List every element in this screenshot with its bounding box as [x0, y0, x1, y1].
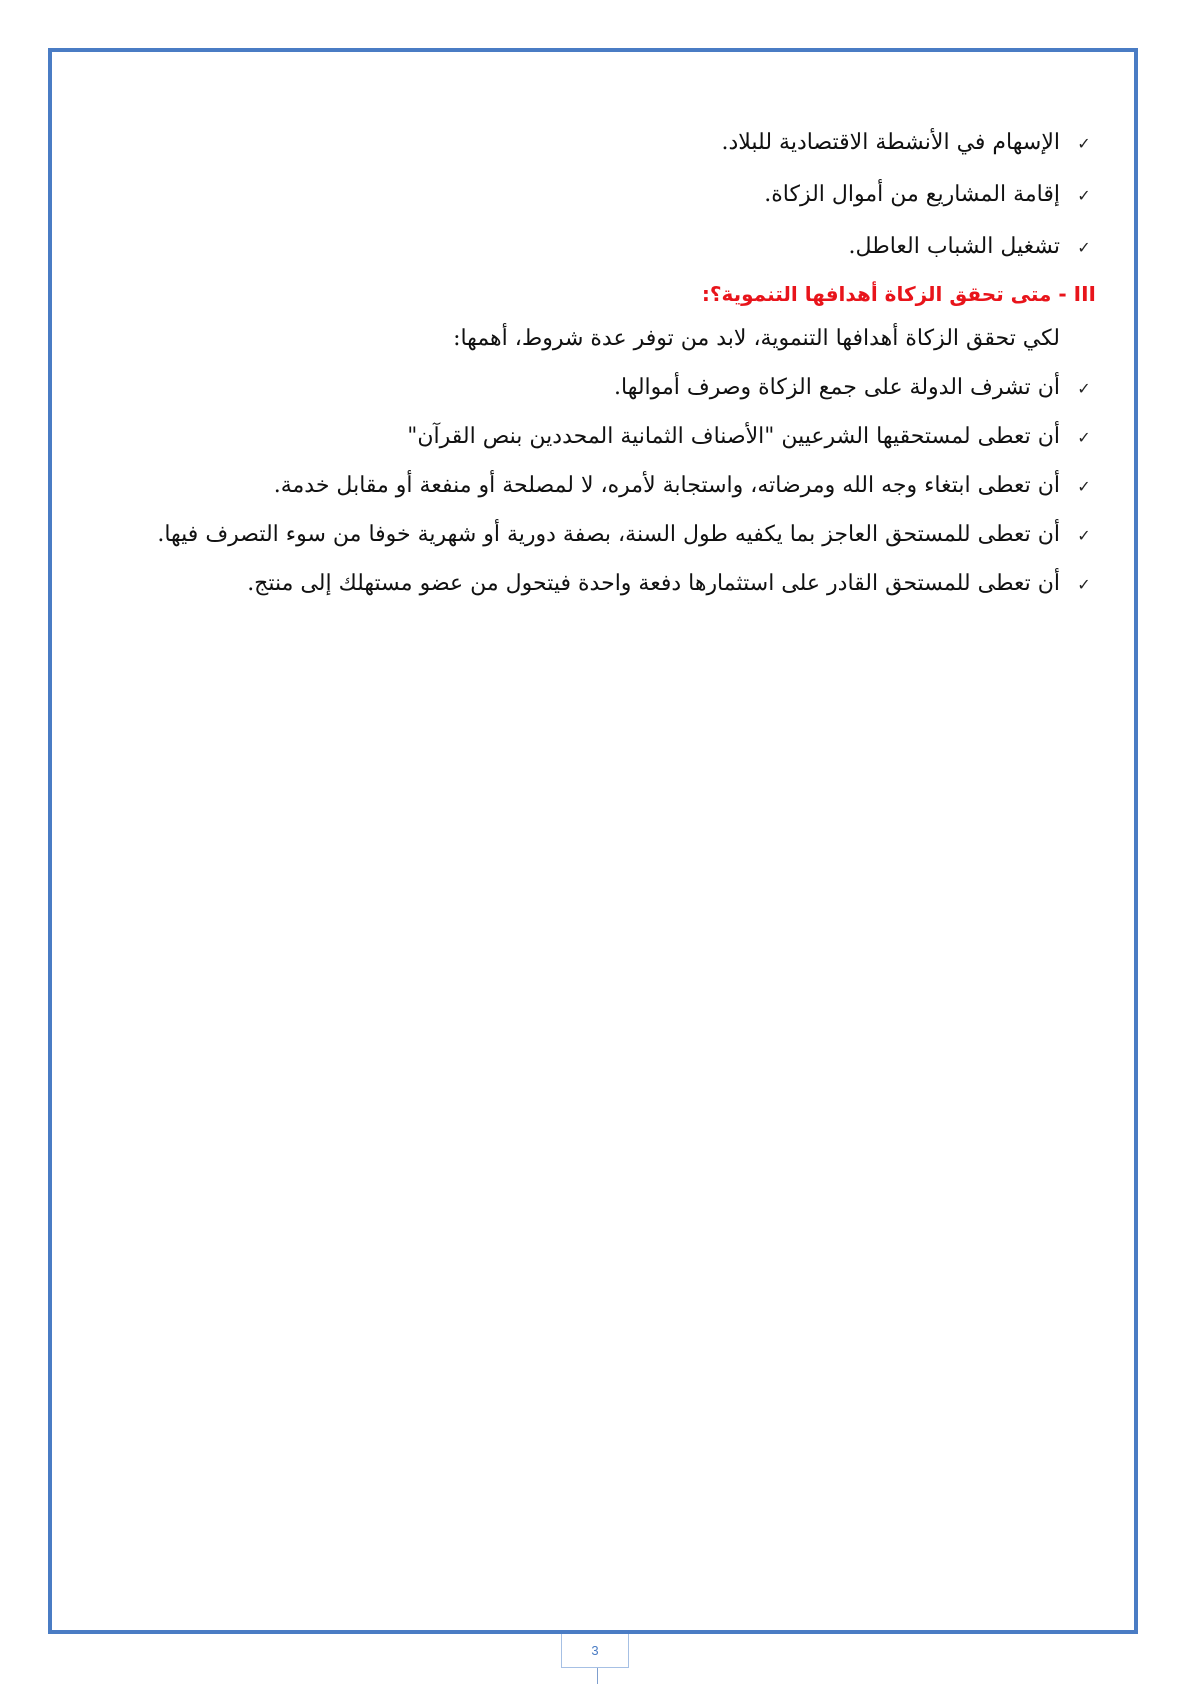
section-heading	[150, 280, 1096, 308]
list-item-text: إقامة المشاريع من أموال الزكاة.	[764, 182, 1060, 207]
list-item-text: أن تعطى للمستحق العاجز بما يكفيه طول السنة، بصفة دورية أو شهرية خوفا من سوء التصرف فيها.	[157, 522, 1060, 547]
list-item-text: أن تعطى ابتغاء وجه الله ومرضاته، واستجابة لأمره، لا لمصلحة أو منفعة أو مقابل خدمة.	[273, 473, 1060, 498]
page-number: 3	[561, 1634, 629, 1668]
list-item-text: أن تعطى لمستحقيها الشرعيين "الأصناف الثمانية المحددين بنص القرآن"	[407, 424, 1060, 449]
check-mark-icon: ✓	[1077, 575, 1091, 594]
list-item-text: تشغيل الشباب العاطل.	[848, 234, 1060, 259]
list-item	[150, 232, 1096, 261]
check-mark-icon: ✓	[1077, 186, 1091, 205]
check-mark-icon: ✓	[1077, 477, 1091, 496]
page-number-divider	[597, 1668, 598, 1684]
list-item-text: أن تعطى للمستحق القادر على استثمارها دفعة واحدة فيتحول من عضو مستهلك إلى منتج.	[247, 571, 1060, 596]
list-item	[150, 422, 1096, 451]
check-mark-icon: ✓	[1077, 134, 1091, 153]
check-mark-icon: ✓	[1077, 428, 1091, 447]
list-item	[150, 373, 1096, 402]
list-item	[150, 520, 1096, 549]
section-number: III	[1073, 282, 1096, 306]
check-mark-icon: ✓	[1077, 379, 1091, 398]
list-item	[150, 569, 1096, 598]
check-mark-icon: ✓	[1077, 526, 1091, 545]
list-item	[150, 471, 1096, 500]
list-item	[150, 128, 1096, 157]
check-mark-icon: ✓	[1077, 238, 1091, 257]
document-body	[150, 128, 1096, 618]
list-item-text: أن تشرف الدولة على جمع الزكاة وصرف أموالها.	[614, 375, 1060, 400]
intro-paragraph: لكي تحقق الزكاة أهدافها التنموية، لابد من توفر عدة شروط، أهمها:	[453, 326, 1060, 351]
section-title: - متى تحقق الزكاة أهدافها التنموية؟:	[701, 282, 1074, 306]
list-item-text: الإسهام في الأنشطة الاقتصادية للبلاد.	[721, 130, 1060, 155]
list-item	[150, 180, 1096, 209]
